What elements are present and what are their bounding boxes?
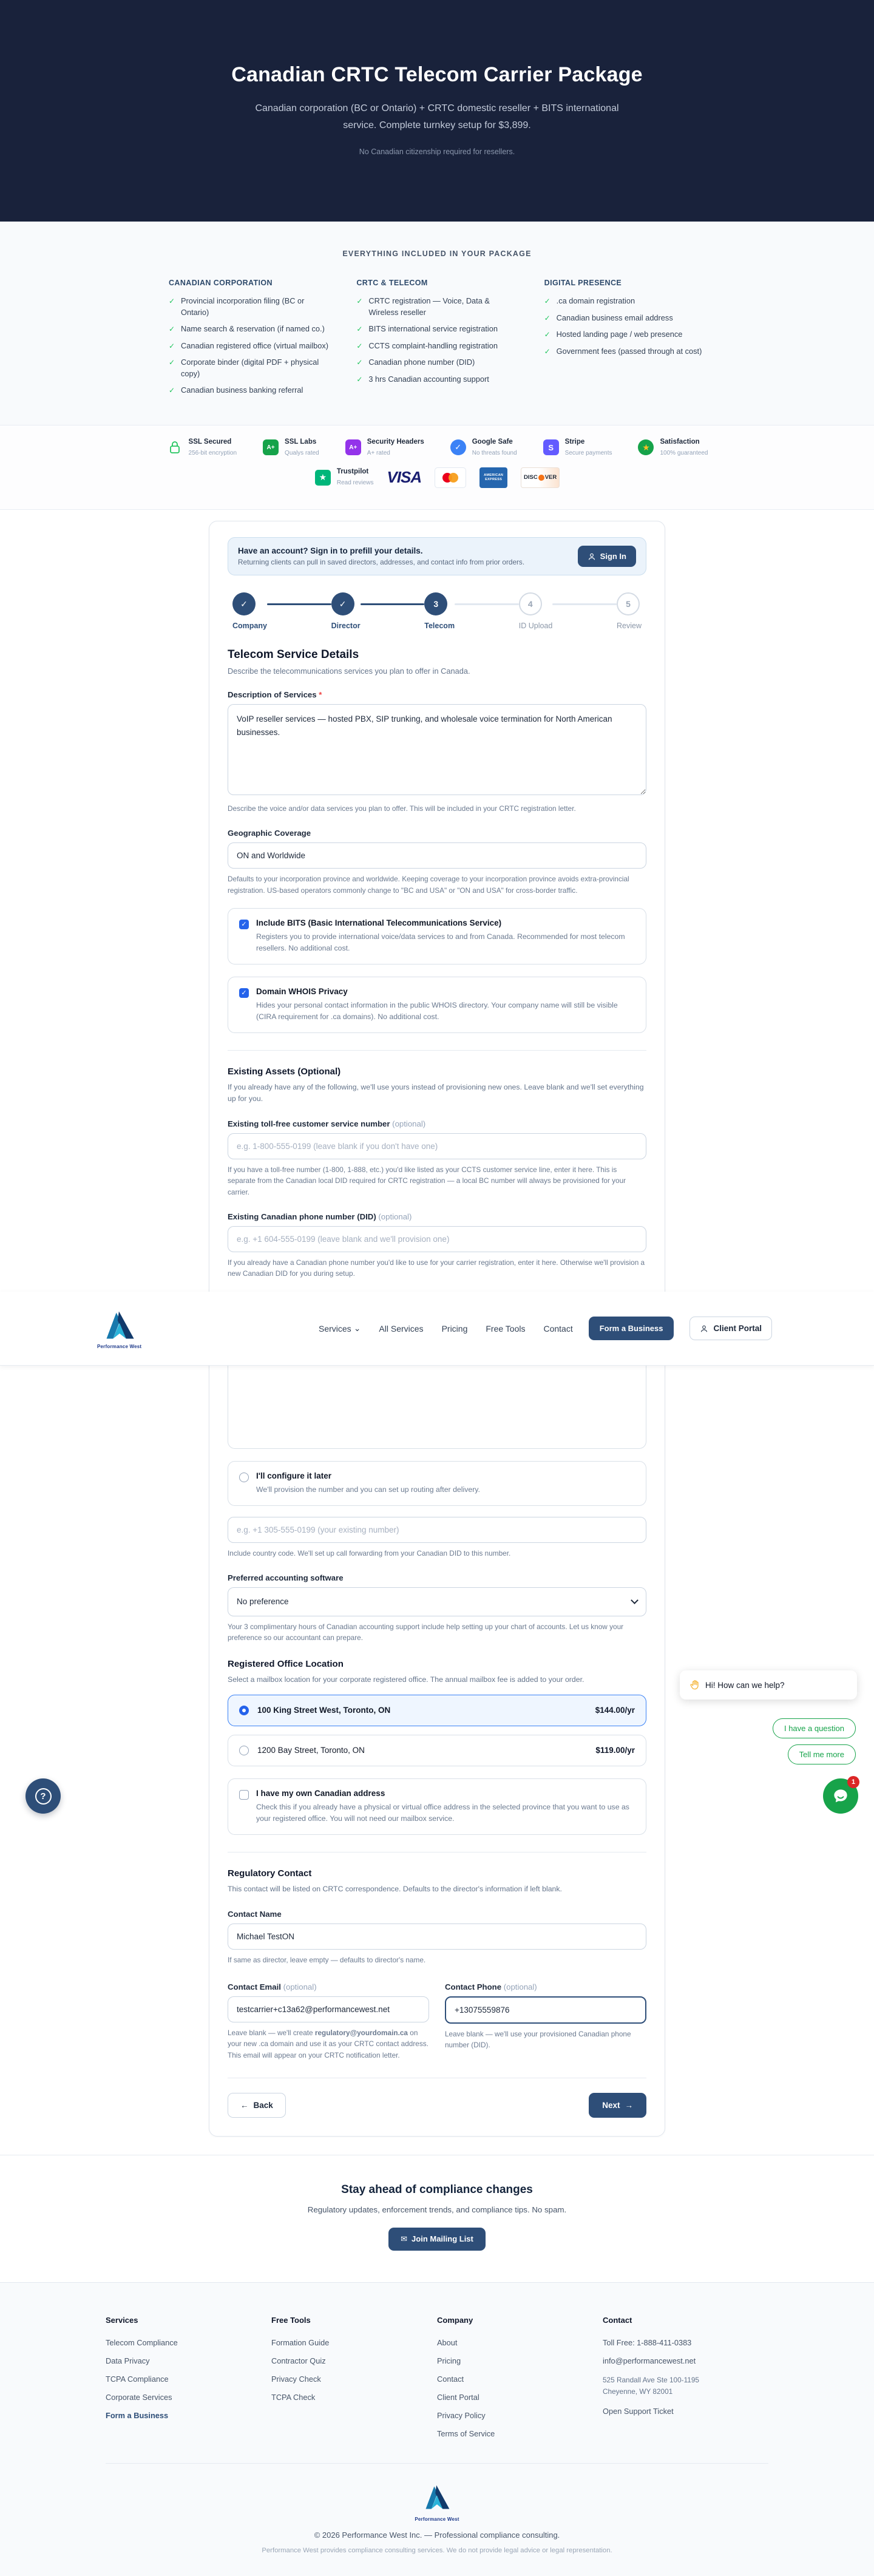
main-content [0,510,874,2282]
check-icon: ✓ [356,375,363,384]
discover-logo [521,467,560,488]
signin-subtitle: Returning clients can pull in saved directors, addresses, and contact info from prior orders. [238,558,525,566]
footer-link-tcpa-compliance[interactable]: TCPA Compliance [106,2374,169,2384]
list-item [356,324,517,335]
list-item [356,374,517,385]
step-id-upload[interactable] [519,592,553,630]
configure-later-option-card[interactable] [228,1461,646,1506]
list-item-label: Name search & reservation (if named co.) [181,324,325,334]
column-title: DIGITAL PRESENCE [544,279,622,287]
check-icon: ✓ [544,297,550,305]
hero-subtitle: Canadian corporation (BC or Ontario) + CRTC domestic reseller + BITS international service. Complete turnkey setup for $3,899. [255,103,619,130]
step-connector [267,603,331,605]
check-icon: ✓ [356,358,363,367]
footer-support-ticket[interactable]: Open Support Ticket [603,2406,674,2416]
footer-link-pricing[interactable]: Pricing [437,2356,461,2365]
contact-name-input[interactable] [228,1924,646,1950]
trust-badges-row [0,438,874,458]
footer-link-privacy-policy[interactable]: Privacy Policy [437,2410,486,2420]
did-help: If you already have a Canadian phone number you'd like to use for your carrier registration, enter it here. Otherwise we'll provision a new Canadian DID for you during setup. [228,1258,645,1278]
step-check-icon: ✓ [232,592,256,615]
trust-strip [0,425,874,510]
step-label: Company [232,622,267,630]
optional-mark: (optional) [503,1982,537,1991]
check-icon: ✓ [356,325,363,334]
badge-sub: Qualys rated [285,449,319,456]
chat-greeting-card[interactable] [680,1670,857,1700]
mastercard-logo [435,467,466,488]
step-number: 5 [617,592,640,615]
check-icon: ✓ [544,313,550,322]
step-director[interactable] [331,592,361,630]
footer-email[interactable]: info@performancewest.net [603,2356,696,2365]
list-item-label: Canadian phone number (DID) [368,358,475,367]
footer-link-terms[interactable]: Terms of Service [437,2429,495,2438]
performance-west-logo [100,1307,140,1343]
office-address: 1200 Bay Street, Toronto, ON [257,1746,365,1755]
list-item-label: CCTS complaint-handling registration [368,341,498,350]
form-title: Telecom Service Details [228,648,359,661]
list-item [169,296,330,318]
nav-link-free-tools[interactable]: Free Tools [486,1323,526,1334]
user-icon [588,552,596,561]
own-address-title: I have my own Canadian address [256,1788,385,1798]
check-icon: ✓ [356,341,363,350]
geographic-help: Defaults to your incorporation province and worldwide. Keeping coverage to your incorporation province avoids extra-provincial registration. US-based operators commonly change to "BC and USA" or "ON and USA" for cross-border traffic. [228,875,629,895]
list-item [169,357,330,379]
form-nav-row [228,2093,646,2118]
list-item-label: Canadian business email address [556,313,673,322]
badge-title: Security Headers [367,438,424,446]
bits-option-card[interactable] [228,908,646,964]
office-radio-selected[interactable] [239,1706,249,1715]
included-column-digital [544,279,705,402]
optional-mark: (optional) [378,1212,412,1221]
step-label: ID Upload [518,622,553,630]
discover-text: VER [544,474,557,481]
mail-icon: ✉ [401,2234,408,2243]
visa-logo: VISA [387,468,422,487]
signin-title: Have an account? Sign in to prefill your details. [238,546,423,555]
included-section [0,222,874,425]
chevron-down-icon: ⌄ [353,1323,361,1333]
contact-name-label: Contact Name [228,1909,282,1919]
footer-link-corporate-services[interactable]: Corporate Services [106,2392,172,2402]
step-number: 3 [424,592,447,615]
badge-ssl-secured [166,438,237,458]
required-asterisk: * [319,690,322,699]
did-input[interactable] [228,1226,646,1252]
list-item-label: Hosted landing page / web presence [556,330,683,339]
brand-caption: Performance West [97,1344,142,1349]
footer-col-title: Company [437,2315,473,2325]
join-mailing-list-button[interactable] [388,2228,486,2251]
question-mark-icon: ? [35,1788,52,1805]
accounting-label: Preferred accounting software [228,1573,344,1582]
list-item [544,346,705,358]
newsletter-heading: Stay ahead of compliance changes [341,2183,533,2196]
chat-launcher-button[interactable] [823,1778,858,1814]
sign-in-button[interactable] [578,546,636,567]
newsletter-section [0,2155,874,2282]
whois-title: Domain WHOIS Privacy [256,986,348,996]
chat-bubble-icon [832,1787,850,1805]
badge-sub: No threats found [472,449,517,456]
badge-sub: 256-bit encryption [188,449,237,456]
included-columns [169,279,705,402]
badge-google-safe [450,438,517,458]
next-button[interactable] [589,2093,646,2118]
footer-address: 525 Randall Ave Ste 100-1195 Cheyenne, WY 82001 [603,2375,699,2396]
included-column-crtc [356,279,517,402]
form-subtitle: Describe the telecommunications services you plan to offer in Canada. [228,666,470,676]
copyright: © 2026 Performance West Inc. — Professional compliance consulting. [314,2530,560,2540]
hero-note: No Canadian citizenship required for resellers. [359,147,515,156]
footer-col-contact [603,2316,768,2447]
step-connector [552,603,617,605]
newsletter-sub: Regulatory updates, enforcement trends, and compliance tips. No spam. [307,2205,567,2214]
check-icon: ✓ [169,341,175,350]
arrow-left-icon: ← [240,2100,249,2110]
assets-desc: If you already have any of the following, we'll use yours instead of provisioning new ones. Leave blank and we'll set everything up for you. [228,1083,644,1103]
footer-link-about[interactable]: About [437,2337,458,2347]
footer-col-free-tools [271,2316,437,2447]
amex-logo: AMERICAN EXPRESS [479,467,507,488]
whois-option-card[interactable] [228,977,646,1033]
client-portal-button[interactable] [689,1317,772,1340]
list-item-label: CRTC registration — Voice, Data & Wireless reseller [368,296,490,317]
footer-link-tcpa-check[interactable]: TCPA Check [271,2392,316,2402]
list-item-label: BITS international service registration [368,324,498,334]
badge-ssl-labs [262,438,319,458]
nav-link-services[interactable]: Services ⌄ [319,1323,361,1334]
whois-checkbox[interactable]: ✓ [239,988,249,998]
configure-later-radio[interactable] [239,1473,249,1482]
regulatory-desc: This contact will be listed on CRTC correspondence. Defaults to the director's information if left blank. [228,1884,562,1893]
footer-link-telecom-compliance[interactable]: Telecom Compliance [106,2337,178,2347]
page-title: Canadian CRTC Telecom Carrier Package [231,63,643,86]
progress-steps [232,592,642,630]
geographic-input[interactable] [228,842,646,869]
contact-phone-input[interactable] [445,1996,646,2024]
nav-link-all-services[interactable]: All Services [379,1323,424,1334]
check-icon: ✓ [169,358,175,367]
badge-sub: Read reviews [336,480,374,487]
navbar-links [319,1323,573,1334]
description-label: Description of Services * [228,690,322,699]
accounting-help: Your 3 complimentary hours of Canadian accounting support include help setting up your chart of accounts. Let us know your preference so our accountant can prepare. [228,1622,624,1642]
step-check-icon: ✓ [331,592,354,615]
footer-link-contact[interactable]: Contact [437,2374,464,2384]
badge-title: Stripe [564,438,585,446]
list-item-label: Canadian registered office (virtual mailbox) [181,341,329,350]
payment-logos-row [0,467,874,488]
waving-hand-icon [689,1679,700,1690]
step-label: Telecom [424,622,455,630]
list-item [356,296,517,318]
step-telecom[interactable] [424,592,455,630]
step-connector [455,603,519,605]
forward-phone-input[interactable] [228,1517,646,1543]
sign-in-label: Sign In [600,552,626,561]
back-button[interactable] [228,2093,286,2118]
contact-phone-help: Leave blank — we'll use your provisioned Canadian phone number (DID). [445,2029,631,2050]
check-icon: ✓ [169,325,175,334]
badge-title: SSL Labs [285,438,317,446]
office-price: $119.00/yr [595,1746,635,1755]
configure-later-title: I'll configure it later [256,1471,331,1480]
star-circle-icon: ★ [637,439,654,456]
badge-title: SSL Secured [188,438,232,446]
footer-columns [106,2316,768,2447]
accounting-selected-value: No preference [237,1597,289,1607]
arrow-right-icon: → [625,2100,633,2110]
chat-unread-badge: 1 [847,1776,859,1788]
own-address-desc: Check this if you already have a physical or virtual office address in the selected province that you want to use as your registered office. You will not need our mailbox service. [256,1802,629,1823]
footer-toll-free[interactable]: Toll Free: 1-888-411-0383 [603,2337,692,2347]
did-label: Existing Canadian phone number (DID) (optional) [228,1212,412,1221]
section-divider [228,1050,646,1051]
badge-title: Google Safe [472,438,513,446]
tollfree-label: Existing toll-free customer service number (optional) [228,1119,426,1129]
geographic-label: Geographic Coverage [228,829,311,838]
own-address-card[interactable] [228,1778,646,1835]
security-headers-icon: A+ [345,439,362,456]
stripe-icon: S [543,439,560,456]
step-company[interactable] [232,592,267,630]
accounting-select[interactable] [228,1587,646,1616]
footer-link-data-privacy[interactable]: Data Privacy [106,2356,150,2365]
office-address: 100 King Street West, Toronto, ON [257,1706,391,1715]
contact-email-label: Contact Email (optional) [228,1982,317,1991]
column-title: CANADIAN CORPORATION [169,279,273,287]
chevron-down-icon [631,1597,639,1605]
badge-sub: 100% guaranteed [660,449,708,456]
check-icon: ✓ [544,330,550,339]
check-icon: ✓ [169,386,175,395]
step-label: Review [617,622,642,630]
lock-icon [166,439,183,456]
footer-col-company [437,2316,603,2447]
contact-grid [228,1968,646,2061]
badge-satisfaction [637,438,708,458]
configure-later-desc: We'll provision the number and you can set up routing after delivery. [256,1485,480,1494]
shield-check-icon: ✓ [450,439,467,456]
whois-desc: Hides your personal contact information in the public WHOIS directory. Your company name will still be visible (CIRA requirement for .ca domains). No additional cost. [256,1000,618,1021]
bits-checkbox[interactable]: ✓ [239,920,249,929]
list-item [544,296,705,307]
office-option-king-street[interactable] [228,1695,646,1726]
chat-greeting-text: Hi! How can we help? [705,1680,785,1690]
list-item-label: Canadian business banking referral [181,385,303,395]
client-portal-label: Client Portal [713,1324,762,1333]
list-item [356,341,517,352]
nav-link-contact[interactable]: Contact [543,1323,573,1334]
regulatory-heading: Regulatory Contact [228,1868,312,1879]
step-connector [361,603,425,605]
footer-link-form-a-business[interactable]: Form a Business [106,2410,169,2420]
discover-dot-icon [538,475,544,481]
list-item-label: Corporate binder (digital PDF + physical copy) [181,358,319,378]
disclaimer: Performance West provides compliance consulting services. We do not provide legal advice or legal representation. [262,2546,612,2554]
badge-trustpilot[interactable] [314,467,374,487]
optional-mark: (optional) [283,1982,317,1991]
optional-mark: (optional) [392,1119,426,1129]
help-button[interactable] [25,1778,61,1814]
badge-sub: Secure payments [564,449,612,456]
list-item-label: Provincial incorporation filing (BC or Ontario) [181,296,305,317]
check-icon: ✓ [544,347,550,356]
footer [0,2282,874,2576]
footer-link-client-portal[interactable]: Client Portal [437,2392,479,2402]
join-mailing-list-label: Join Mailing List [412,2234,473,2244]
column-title: CRTC & TELECOM [356,279,428,287]
footer-col-title: Free Tools [271,2315,311,2325]
user-icon [700,1324,708,1333]
included-column-corporation [169,279,330,402]
back-label: Back [253,2100,273,2110]
tollfree-input[interactable] [228,1133,646,1159]
badge-stripe [543,438,612,458]
footer-col-services [106,2316,271,2447]
badge-sub: A+ rated [367,449,390,456]
office-heading: Registered Office Location [228,1659,344,1670]
performance-west-logo [420,2482,454,2512]
chat-quick-reply-more[interactable]: Tell me more [788,1744,856,1764]
own-address-checkbox[interactable] [239,1790,249,1800]
form-a-business-button[interactable]: Form a Business [589,1317,674,1340]
list-item [356,357,517,368]
check-icon: ✓ [169,297,175,305]
step-label: Director [331,622,361,630]
contact-email-input[interactable] [228,1996,429,2022]
description-help: Describe the voice and/or data services you plan to offer. This will be included in your CRTC registration letter. [228,804,576,813]
assets-heading: Existing Assets (Optional) [228,1066,341,1077]
included-heading: EVERYTHING INCLUDED IN YOUR PACKAGE [342,249,532,258]
footer-link-contractor-quiz[interactable]: Contractor Quiz [271,2356,326,2365]
hero-section [0,0,874,222]
footer-col-title: Contact [603,2315,632,2325]
list-item-label: 3 hrs Canadian accounting support [368,374,489,384]
office-desc: Select a mailbox location for your corporate registered office. The annual mailbox fee is added to your order. [228,1675,584,1684]
tollfree-help: If you have a toll-free number (1-800, 1-888, etc.) you'd like listed as your CCTS customer service line, enter it here. This is separate from the Canadian local DID required for CRTC registration — a local BC number will always be provisioned for your carrier. [228,1165,626,1196]
list-item [169,324,330,335]
signin-banner [228,537,646,575]
forward-phone-help: Include country code. We'll set up call forwarding from your Canadian DID to this number. [228,1548,511,1557]
site-navbar [0,1292,874,1366]
contact-email-help: Leave blank — we'll create regulatory@yourdomain.ca on your new .ca domain and use it as your CRTC contact address. This email will appear on your CRTC notification letter. [228,2028,429,2059]
description-textarea[interactable] [228,704,646,795]
step-review[interactable] [617,592,642,630]
list-item-label: Government fees (passed through at cost) [556,346,702,356]
list-item [544,329,705,341]
footer-bottom [0,2464,874,2554]
trustpilot-star-icon: ★ [314,469,331,486]
badge-title: Trustpilot [336,468,369,476]
ssl-labs-icon: A+ [262,439,279,456]
footer-col-title: Services [106,2315,138,2325]
chat-quick-reply-question[interactable]: I have a question [773,1718,856,1738]
office-option-bay-street[interactable] [228,1735,646,1766]
next-label: Next [602,2100,620,2110]
list-item [169,385,330,396]
badge-security-headers [345,438,424,458]
contact-phone-label: Contact Phone (optional) [445,1982,537,1991]
badge-title: Satisfaction [660,438,700,446]
bits-desc: Registers you to provide international voice/data services to and from Canada. Recommended for most telecom resellers. No additional cost. [256,932,625,952]
brand-caption: Performance West [415,2516,459,2522]
footer-link-formation-guide[interactable]: Formation Guide [271,2337,330,2347]
discover-text: DISC [524,474,538,481]
step-number: 4 [519,592,542,615]
contact-name-help: If same as director, leave empty — defaults to director's name. [228,1955,426,1964]
check-icon: ✓ [356,297,363,305]
navbar-logo[interactable] [97,1307,141,1349]
office-radio[interactable] [239,1746,249,1755]
footer-link-privacy-check[interactable]: Privacy Check [271,2374,321,2384]
nav-link-pricing[interactable]: Pricing [441,1323,468,1334]
bits-title: Include BITS (Basic International Telecommunications Service) [256,918,502,927]
list-item [169,341,330,352]
office-price: $144.00/yr [595,1706,635,1715]
list-item [544,313,705,324]
list-item-label: .ca domain registration [556,296,635,305]
